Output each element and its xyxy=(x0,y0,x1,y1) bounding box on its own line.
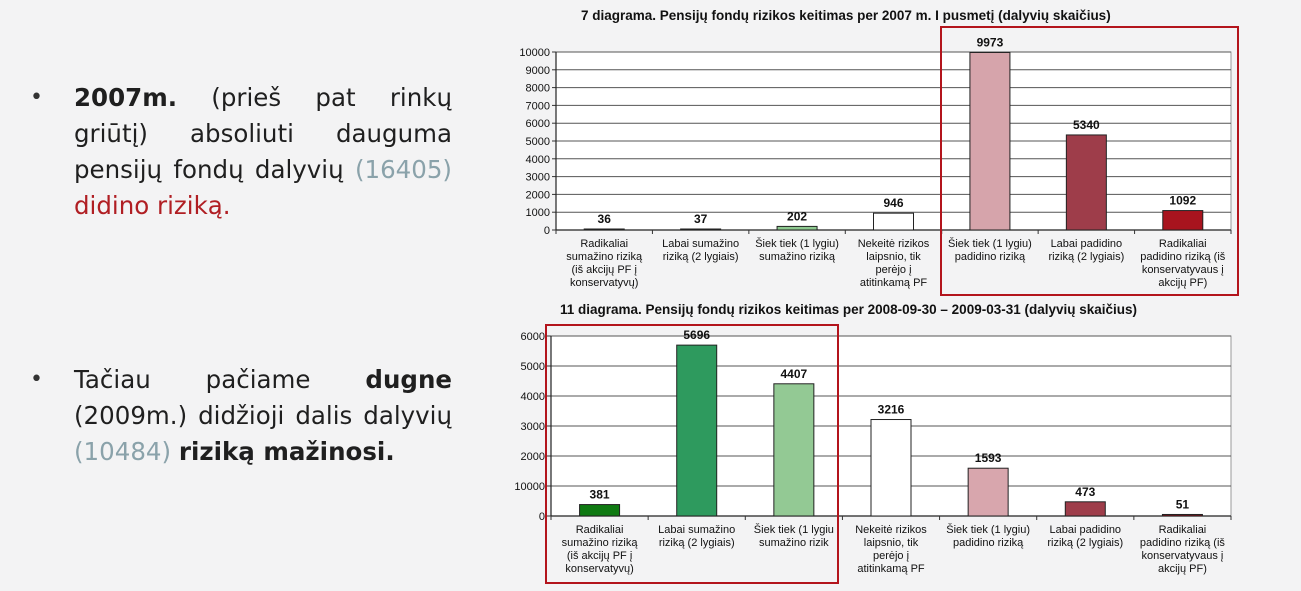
y-tick-label: 10000 xyxy=(514,481,545,493)
x-category-label: laipsnio, tik xyxy=(866,251,921,263)
bar-value-label: 381 xyxy=(589,487,610,502)
bullet-2007 xyxy=(30,80,452,224)
x-category-label: Radikaliai xyxy=(580,238,629,250)
bar-value-label: 37 xyxy=(693,212,708,226)
x-category-label: laipsnio, tik xyxy=(863,537,919,549)
y-tick-label: 4000 xyxy=(525,153,550,166)
x-category-label: perėjo į xyxy=(872,550,910,562)
bullet-dot: • xyxy=(30,85,43,110)
bar-value-label: 9973 xyxy=(976,35,1004,50)
chart-2-title: 11 diagrama. Pensijų fondų rizikos keitimas per 2008-09-30 – 2009-03-31 (dalyvių skaičius) xyxy=(560,302,1138,317)
bullet-dot: • xyxy=(30,367,43,392)
chart-1-highlight-box xyxy=(940,26,1239,296)
chart-2-highlight-box xyxy=(545,324,839,584)
x-category-label: Labai padidino xyxy=(1050,238,1123,250)
y-tick-label: 9000 xyxy=(525,64,550,77)
bullet-text-part: 2007m. xyxy=(74,83,178,112)
x-category-label: Nekeitė rizikos xyxy=(857,238,930,250)
bullet-text-part: didino riziką. xyxy=(74,191,231,220)
x-category-label: sumažino riziką xyxy=(759,251,835,263)
y-tick-label: 5000 xyxy=(525,136,550,148)
bar xyxy=(1065,502,1105,516)
x-category-label: Šiek tiek (1 lygiu) xyxy=(948,238,1032,250)
x-category-label: padidino riziką (iš xyxy=(1140,251,1226,263)
bullet-2009 xyxy=(30,362,452,470)
x-category-label: Šiek tiek (1 lygiu xyxy=(753,524,834,536)
x-category-label: Labai padidino xyxy=(1049,524,1122,536)
x-category-label: sumažino rizik xyxy=(759,537,829,549)
x-category-label: akcijų PF) xyxy=(1158,277,1208,289)
x-category-label: Labai sumažino xyxy=(658,524,736,536)
bar xyxy=(968,468,1008,516)
y-tick-label: 1000 xyxy=(525,207,550,220)
x-category-label: Radikaliai xyxy=(575,524,624,536)
y-tick-label: 6000 xyxy=(520,331,545,343)
x-category-label: riziką (2 lygiais) xyxy=(658,537,735,549)
y-tick-label: 3000 xyxy=(525,171,550,184)
bullet-text-part: (prieš pat rinkų griūtį) absoliuti dauguma pensijų fondų dalyvių xyxy=(74,83,452,184)
y-tick-label: 4000 xyxy=(520,391,545,403)
bullet-text-part: Tačiau pačiame xyxy=(74,365,366,394)
x-category-label: riziką (2 lygiais) xyxy=(1048,251,1125,263)
x-category-label: konservatyvų) xyxy=(569,277,639,289)
bullet-text-part: (2009m.) didžioji dalis dalyvių xyxy=(74,401,452,430)
y-tick-label: 3000 xyxy=(520,421,545,433)
y-tick-label: 8000 xyxy=(525,82,550,95)
x-category-label: atitinkamą PF xyxy=(857,563,925,575)
bar-value-label: 5340 xyxy=(1073,117,1100,132)
chart-1-title: 7 diagrama. Pensijų fondų rizikos keitimas per 2007 m. I pusmetį (dalyvių skaičius) xyxy=(581,8,1111,23)
bullet-text xyxy=(74,83,452,220)
bar-value-label: 3216 xyxy=(877,402,905,417)
bar xyxy=(681,229,721,230)
bar xyxy=(874,213,914,230)
x-category-label: perėjo į xyxy=(875,264,912,276)
x-category-label: Labai sumažino xyxy=(662,238,740,250)
bar-value-label: 946 xyxy=(883,196,904,211)
y-tick-label: 5000 xyxy=(520,361,545,373)
x-category-label: Šiek tiek (1 lygiu) xyxy=(946,524,1031,536)
x-category-label: riziką (2 lygiais) xyxy=(662,251,739,263)
bar-value-label: 4407 xyxy=(780,366,808,381)
y-tick-label: 7000 xyxy=(525,100,550,113)
x-category-label: konservatyvų) xyxy=(565,563,634,575)
y-tick-label: 2000 xyxy=(525,189,550,202)
x-category-label: Radikaliai xyxy=(1158,524,1207,536)
bar-value-label: 51 xyxy=(1175,497,1190,512)
x-category-label: Šiek tiek (1 lygiu) xyxy=(755,238,839,250)
bullet-text-part: (10484) xyxy=(74,437,172,466)
y-tick-label: 0 xyxy=(538,511,545,523)
x-category-label: (iš akcijų PF į xyxy=(566,550,633,562)
y-tick-label: 6000 xyxy=(525,118,550,131)
x-category-label: riziką (2 lygiais) xyxy=(1047,537,1124,549)
x-category-label: padidino riziką xyxy=(952,537,1024,549)
x-category-label: atitinkamą PF xyxy=(859,277,928,289)
x-category-label: Nekeitė rizikos xyxy=(855,524,927,536)
bar-value-label: 473 xyxy=(1075,484,1096,499)
y-tick-label: 10000 xyxy=(519,47,550,59)
x-category-label: akcijų PF) xyxy=(1157,563,1207,575)
x-category-label: Radikaliai xyxy=(1158,238,1207,250)
bar-value-label: 5696 xyxy=(683,328,711,343)
x-category-label: sumažino riziką xyxy=(566,251,643,263)
x-category-label: (iš akcijų PF į xyxy=(571,264,637,276)
bar xyxy=(584,229,624,230)
bullet-text xyxy=(74,365,452,466)
bar xyxy=(777,226,817,230)
y-tick-label: 2000 xyxy=(520,451,545,463)
x-category-label: konservatyvaus į xyxy=(1141,264,1224,276)
bar-value-label: 1092 xyxy=(1169,193,1197,208)
bullet-text-part xyxy=(171,437,179,466)
bar xyxy=(1162,514,1202,516)
bullet-text-part: (16405) xyxy=(354,155,452,184)
bar-value-label: 1593 xyxy=(974,451,1002,466)
bullet-text-part: riziką mažinosi. xyxy=(178,437,395,466)
bar xyxy=(871,420,911,516)
bar-value-label: 202 xyxy=(787,209,808,224)
x-category-label: padidino riziką xyxy=(954,251,1026,263)
bar-value-label: 36 xyxy=(597,212,611,226)
bullet-text-part: dugne xyxy=(365,365,452,394)
y-tick-label: 0 xyxy=(543,225,550,237)
x-category-label: konservatyvaus į xyxy=(1141,550,1224,562)
x-category-label: sumažino riziką xyxy=(561,537,638,549)
x-category-label: padidino riziką (iš xyxy=(1139,537,1225,549)
